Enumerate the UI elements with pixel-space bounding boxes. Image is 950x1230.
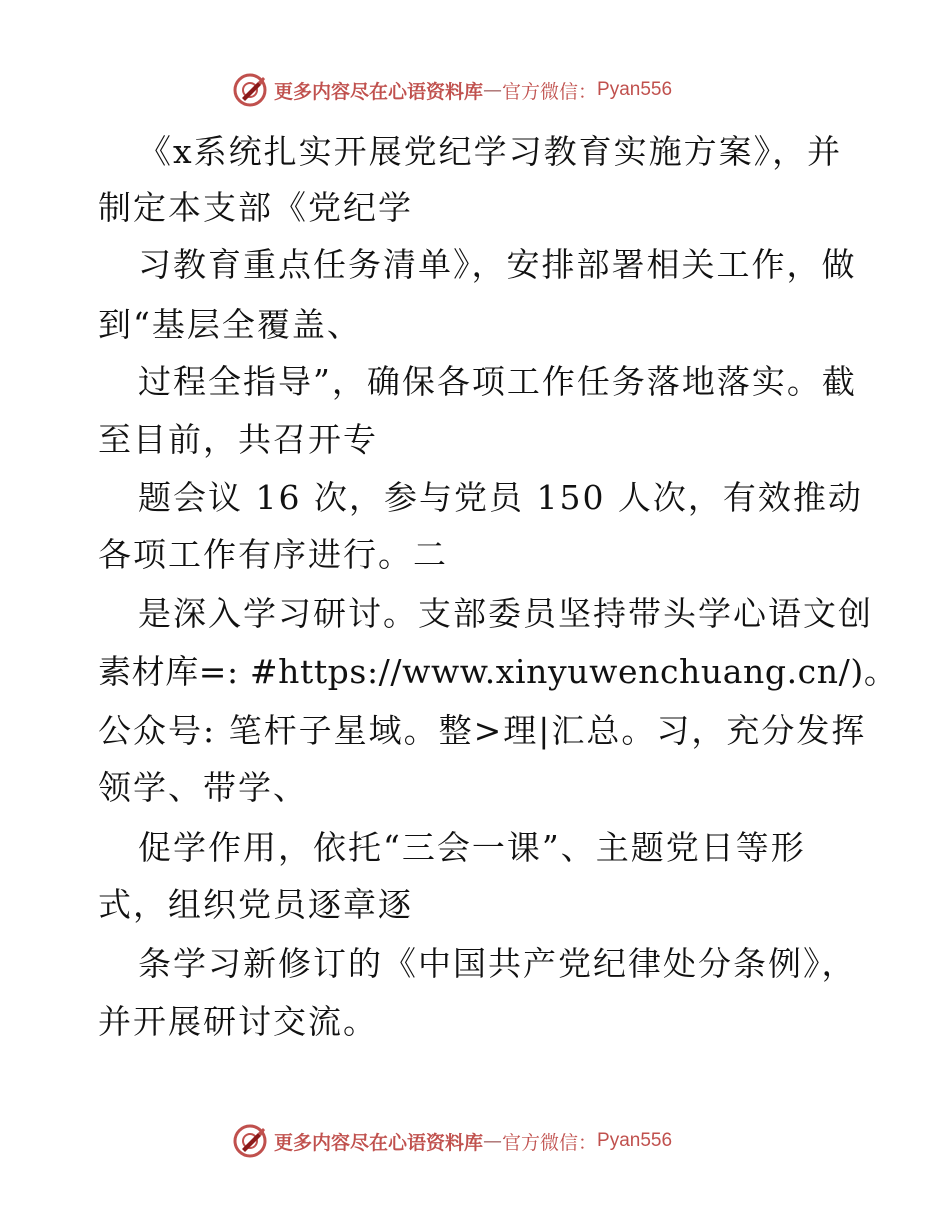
- text-line: 《x系统扎实开展党纪学习教育实施方案》，并: [138, 132, 843, 171]
- footer-wechat-id: Pyan556: [597, 1130, 673, 1151]
- brand-logo-icon: [232, 72, 268, 108]
- header-wechat-id: Pyan556: [597, 79, 673, 100]
- text-line: 习教育重点任务清单》，安排部署相关工作，做: [138, 245, 857, 284]
- footer-banner: [232, 1121, 672, 1161]
- footer-separator: —: [483, 1130, 503, 1152]
- text-line: 至目前，共召开专: [98, 420, 378, 459]
- header-wechat-label: 官方微信：: [502, 80, 598, 103]
- text-line: 促学作用，依托“三会一课”、主题党日等形: [138, 828, 806, 867]
- text-line: 并开展研讨交流。: [98, 1002, 378, 1041]
- text-line: 到“基层全覆盖、: [98, 305, 362, 344]
- text-line: 制定本支部《党纪学: [98, 188, 413, 227]
- text-line: 公众号: 笔杆子星域。整>理|汇总。习，充分发挥: [98, 711, 867, 750]
- text-line: 条学习新修订的《中国共产党纪律处分条例》，: [138, 944, 857, 983]
- brand-logo-icon: [232, 1123, 268, 1159]
- text-line: 领学、带学、: [98, 768, 308, 807]
- text-line: 素材库=: #https://www.xinyuwenchuang.cn/)。: [98, 652, 898, 691]
- footer-wechat-label: 官方微信：: [502, 1131, 598, 1154]
- text-line: 是深入学习研讨。支部委员坚持带头学心语文创: [138, 594, 873, 633]
- text-line: 过程全指导”，确保各项工作任务落地落实。截: [138, 362, 857, 401]
- header-separator: —: [483, 79, 503, 101]
- footer-text: 更多内容尽在心语资料库: [274, 1131, 484, 1154]
- header-text: 更多内容尽在心语资料库: [274, 80, 484, 103]
- text-line: 式，组织党员逐章逐: [98, 885, 413, 924]
- text-line: 题会议 16 次，参与党员 150 人次，有效推动: [138, 478, 863, 517]
- text-line: 各项工作有序进行。二: [98, 535, 448, 574]
- header-banner: [232, 70, 672, 110]
